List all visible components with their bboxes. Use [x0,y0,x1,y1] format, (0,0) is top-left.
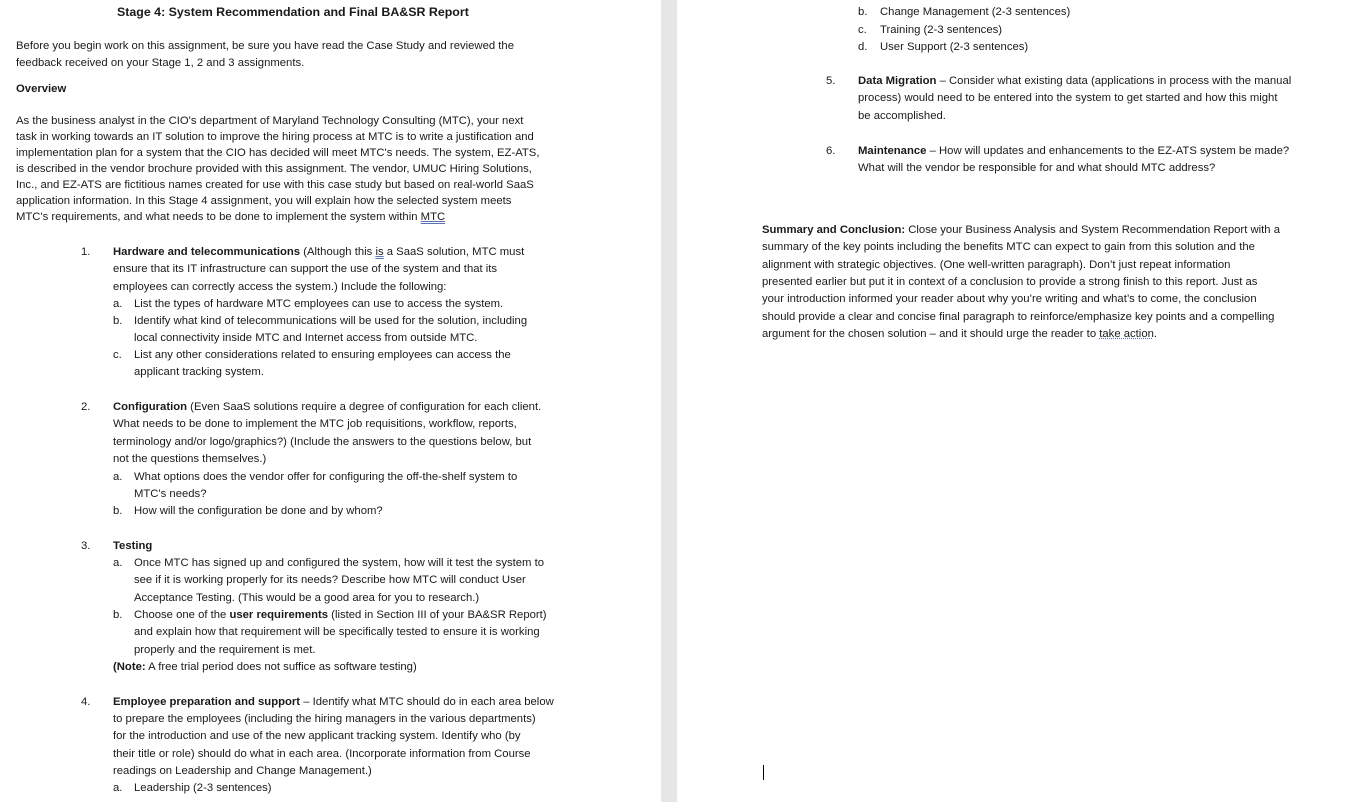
text-cursor [763,765,764,780]
page-gutter [661,0,677,802]
sublist-text: properly and the requirement is met. [134,644,316,656]
item5-line: be accomplished. [858,110,946,122]
sublist-text: see if it is working properly for its needs? Describe how MTC will conduct User [134,574,526,586]
item6-line: What will the vendor be responsible for and what should MTC address? [858,162,1216,174]
sublist-label: a. [113,782,123,794]
overview-line: is described in the vendor brochure provided with this assignment. The vendor, UMUC Hiring Solutions, [16,163,532,175]
item4-line: to prepare the employees (including the hiring managers in the various departments) [113,713,536,725]
summary-line: summary of the key points including the benefits MTC can expect to gain from this solution and the [762,241,1255,253]
item5-heading: Data Migration [858,75,937,87]
list-number: 5. [826,75,836,87]
sublist-text: Acceptance Testing. (This would be a good area for you to research.) [134,592,480,604]
item5-line: process) would need to be entered into the system to get started and how this might [858,92,1278,104]
item5-line: Data Migration – Consider what existing data (applications in process with the manual [858,75,1292,87]
sublist-label: a. [113,471,123,483]
overview-heading: Overview [16,83,67,95]
grammar-flag[interactable]: is [375,246,384,258]
document-page-right[interactable] [677,0,1345,802]
item4-line: for the introduction and use of the new applicant tracking system. Identify who (by [113,730,521,742]
sublist-label: b. [113,315,123,327]
item1-line: employees can correctly access the system.) Include the following: [113,281,447,293]
summary-line: your introduction informed your reader about why you’re writing and what’s to come, the conclusion [762,293,1257,305]
sublist-label: c. [858,24,867,36]
item4-heading: Employee preparation and support [113,696,301,708]
sublist-text: and explain how that requirement will be specifically tested to ensure it is working [134,626,540,638]
item2-line: not the questions themselves.) [113,453,267,465]
item1-line: ensure that its IT infrastructure can support the use of the system and that its [113,263,498,275]
list-number: 6. [826,145,836,157]
sublist-label: b. [113,505,123,517]
item3-heading: Testing [113,540,153,552]
item2-heading: Configuration [113,401,188,413]
summary-line: argument for the chosen solution – and it should urge the reader to take action. [762,328,1158,340]
item2-line: What needs to be done to implement the MTC job requisitions, workflow, reports, [113,418,517,430]
sublist-text: Training (2-3 sentences) [880,24,1003,36]
item4-line: their title or role) should do what in each area. (Incorporate information from Course [113,748,531,760]
sublist-text: What options does the vendor offer for configuring the off-the-shelf system to [134,471,518,483]
list-number: 2. [81,401,91,413]
sublist-label: b. [858,6,868,18]
sublist-text: Choose one of the user requirements (listed in Section III of your BA&SR Report) [134,609,547,621]
item1-line: Hardware and telecommunications (Although this is a SaaS solution, MTC must [113,246,525,258]
document-page-left[interactable] [0,0,661,802]
item4-line: Employee preparation and support – Identify what MTC should do in each area below [113,696,554,708]
spelling-flag[interactable]: MTC [420,211,446,223]
overview-line: Inc., and EZ-ATS are fictitious names created for use with this case study but based on real-world SaaS [16,179,534,191]
summary-heading: Summary and Conclusion: [762,224,906,236]
sublist-text: List any other considerations related to ensuring employees can access the [134,349,511,361]
sublist-text: applicant tracking system. [134,366,264,378]
sublist-label: a. [113,298,123,310]
sublist-text: local connectivity inside MTC and Internet access from outside MTC. [134,332,478,344]
sublist-label: c. [113,349,122,361]
overview-line: As the business analyst in the CIO's department of Maryland Technology Consulting (MTC), your next [16,115,524,127]
intro-line: feedback received on your Stage 1, 2 and 3 assignments. [16,57,305,69]
sublist-text: List the types of hardware MTC employees can use to access the system. [134,298,504,310]
item2-line: terminology and/or logo/graphics?) (Include the answers to the questions below, but [113,436,532,448]
grammar-flag[interactable]: take action [1099,328,1154,340]
summary-line: Summary and Conclusion: Close your Business Analysis and System Recommendation Report with a [762,224,1280,236]
sublist-text: Identify what kind of telecommunications will be used for the solution, including [134,315,528,327]
overview-line: application information. In this Stage 4 assignment, you will explain how the selected system meets [16,195,512,207]
summary-line: should provide a clear and concise final paragraph to reinforce/emphasize key points and a compelling [762,311,1275,323]
sublist-text: MTC's needs? [134,488,207,500]
overview-line: MTC's requirements, and what needs to be done to implement the system within MTC [16,211,446,223]
page-title: Stage 4: System Recommendation and Final BA&SR Report [117,5,469,19]
item6-line: Maintenance – How will updates and enhancements to the EZ-ATS system be made? [858,145,1290,157]
item4-line: readings on Leadership and Change Management.) [113,765,372,777]
sublist-text: Leadership (2-3 sentences) [134,782,272,794]
sublist-label: a. [113,557,123,569]
item6-heading: Maintenance [858,145,927,157]
intro-line: Before you begin work on this assignment, be sure you have read the Case Study and reviewed the [16,40,514,52]
sublist-text: User Support (2-3 sentences) [880,41,1029,53]
list-number: 1. [81,246,91,258]
overview-line: task in working towards an IT solution to improve the hiring process at MTC is to write a justification and [16,131,534,143]
sublist-label: d. [858,41,868,53]
list-number: 3. [81,540,91,552]
sublist-text: How will the configuration be done and by whom? [134,505,383,517]
sublist-text: Once MTC has signed up and configured the system, how will it test the system to [134,557,545,569]
note-line: (Note: A free trial period does not suffice as software testing) [113,661,417,673]
list-number: 4. [81,696,91,708]
summary-line: presented earlier but put it in context of a conclusion to provide a strong finish to this report. Just as [762,276,1258,288]
sublist-text: Change Management (2-3 sentences) [880,6,1071,18]
item1-heading: Hardware and telecommunications [113,246,301,258]
summary-line: alignment with strategic objectives. (One well-written paragraph). Don’t just repeat information [762,259,1231,271]
overview-line: implementation plan for a system that the CIO has decided will meet MTC's needs. The system, EZ-ATS, [16,147,540,159]
item2-line: Configuration (Even SaaS solutions require a degree of configuration for each client. [113,401,542,413]
sublist-label: b. [113,609,123,621]
